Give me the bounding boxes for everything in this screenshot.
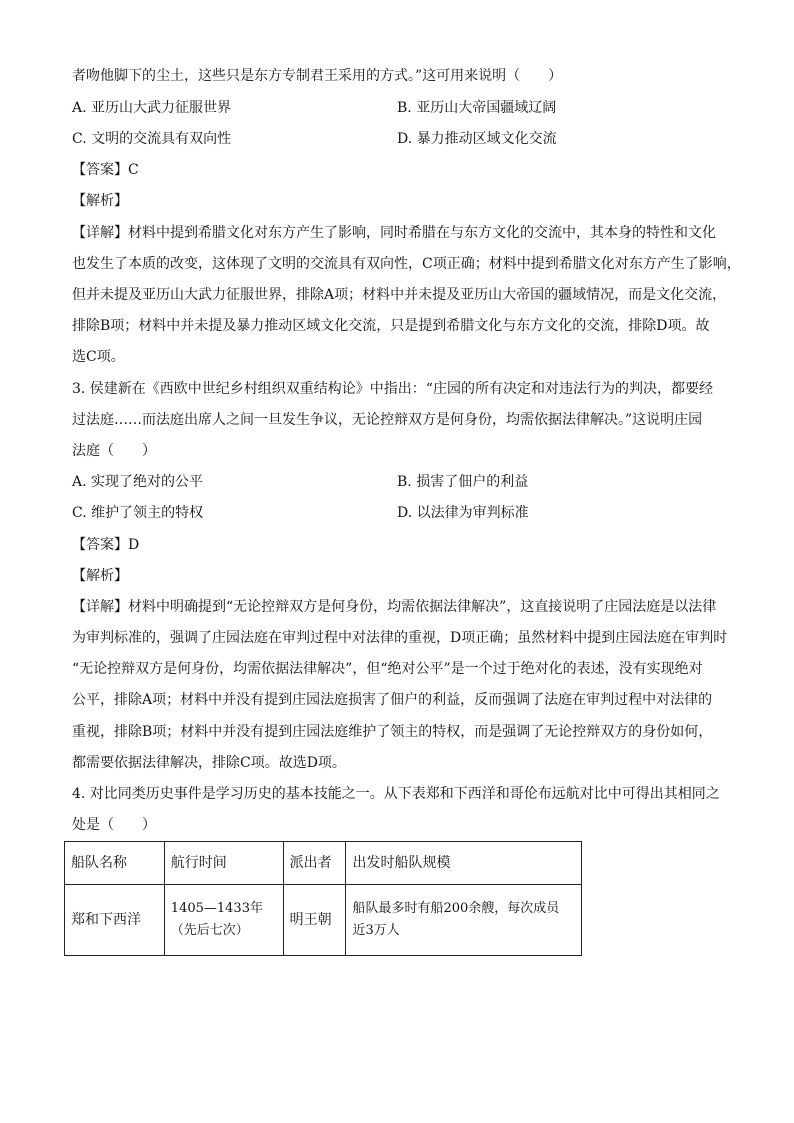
q3-option-c: C. 维护了领主的特权 (72, 505, 204, 521)
q3-detail-line: 【详解】材料中明确提到“无论控辩双方是何身份，均需依据法律解决”，这直接说明了庄园法庭是以法律 (72, 599, 717, 615)
q3-option-b: B. 损害了佃户的利益 (397, 474, 529, 490)
q4-stem-line: 4. 对比同类历史事件是学习历史的基本技能之一。从下表郑和下西洋和哥伦布远航对比中可得出其相同之 (72, 786, 720, 802)
table-header-row (65, 842, 582, 885)
q3-stem-line: 3. 侯建新在《西欧中世纪乡村组织双重结构论》中指出：“庄园的所有决定和对违法行为的判决，都要经 (72, 381, 713, 397)
q2-option-d: D. 暴力推动区域文化交流 (397, 131, 557, 147)
voyage-time-years: 1405—1433年 (170, 901, 263, 916)
fleet-scale-line: 船队最多时有船200余艘，每次成员 (352, 901, 560, 916)
q3-stem-line: 法庭（ ） (72, 443, 156, 459)
q4-stem-line: 处是（ ） (72, 817, 156, 833)
fleet-scale-cell (346, 885, 582, 956)
q2-detail-line: 排除B项；材料中并未提及暴力推动区域文化交流，只是提到希腊文化与东方文化的交流，排除D项。故 (72, 318, 710, 334)
q3-detail-line: “无论控辩双方是何身份，均需依据法律解决”，但“绝对公平”是一个过于绝对化的表述，没有实现绝对 (72, 661, 703, 677)
q2-option-a: A. 亚历山大武力征服世界 (72, 100, 232, 116)
q3-answer: 【答案】D (72, 537, 140, 553)
sender-cell: 明王朝 (283, 885, 346, 956)
comparison-table (64, 841, 582, 956)
q3-detail-line: 公平，排除A项；材料中并没有提到庄园法庭损害了佃户的利益，反而强调了法庭在审判过程中对法律的 (72, 692, 713, 708)
fleet-name-cell: 郑和下西洋 (65, 885, 165, 956)
q3-detail-line: 重视，排除B项；材料中并没有提到庄园法庭维护了领主的特权，而是强调了无论控辩双方的身份如何， (72, 724, 713, 740)
q3-analysis-label: 【解析】 (72, 568, 128, 584)
q2-detail-line: 选C项。 (72, 349, 125, 365)
voyage-time-count: （先后七次） (170, 923, 249, 938)
table-header-cell: 航行时间 (164, 842, 283, 885)
q2-stem-end: 者吻他脚下的尘土，这些只是东方专制君王采用的方式。”这可用来说明（ ） (72, 68, 563, 84)
q2-answer: 【答案】C (72, 162, 139, 178)
q3-option-a: A. 实现了绝对的公平 (72, 474, 204, 490)
q3-detail-line: 都需要依据法律解决，排除C项。故选D项。 (72, 755, 346, 771)
voyage-time-cell (164, 885, 283, 956)
table-header-cell: 派出者 (283, 842, 346, 885)
q2-detail-line: 但并未提及亚历山大武力征服世界，排除A项；材料中并未提及亚历山大帝国的疆域情况，而是文化交流， (72, 287, 727, 303)
q3-detail-line: 为审判标准的，强调了庄园法庭在审判过程中对法律的重视，D项正确；虽然材料中提到庄园法庭在审判时 (72, 630, 728, 646)
table-row (65, 885, 582, 956)
table-header-cell: 出发时船队规模 (346, 842, 582, 885)
table-header-cell: 船队名称 (65, 842, 165, 885)
q2-analysis-label: 【解析】 (72, 193, 128, 209)
q3-option-d: D. 以法律为审判标准 (397, 505, 529, 521)
q3-stem-line: 过法庭……而法庭出席人之间一旦发生争议，无论控辩双方是何身份，均需依据法律解决。”这说明庄园 (72, 412, 703, 428)
q2-option-b: B. 亚历山大帝国疆域辽阔 (397, 100, 557, 116)
fleet-scale-line: 近3万人 (352, 923, 400, 938)
q2-detail-line: 【详解】材料中提到希腊文化对东方产生了影响，同时希腊在与东方文化的交流中，其本身的特性和文化 (72, 225, 716, 241)
q2-detail-line: 也发生了本质的改变，这体现了文明的交流具有双向性，C项正确；材料中提到希腊文化对东方产生了影响， (72, 256, 741, 272)
q2-option-c: C. 文明的交流具有双向性 (72, 131, 232, 147)
